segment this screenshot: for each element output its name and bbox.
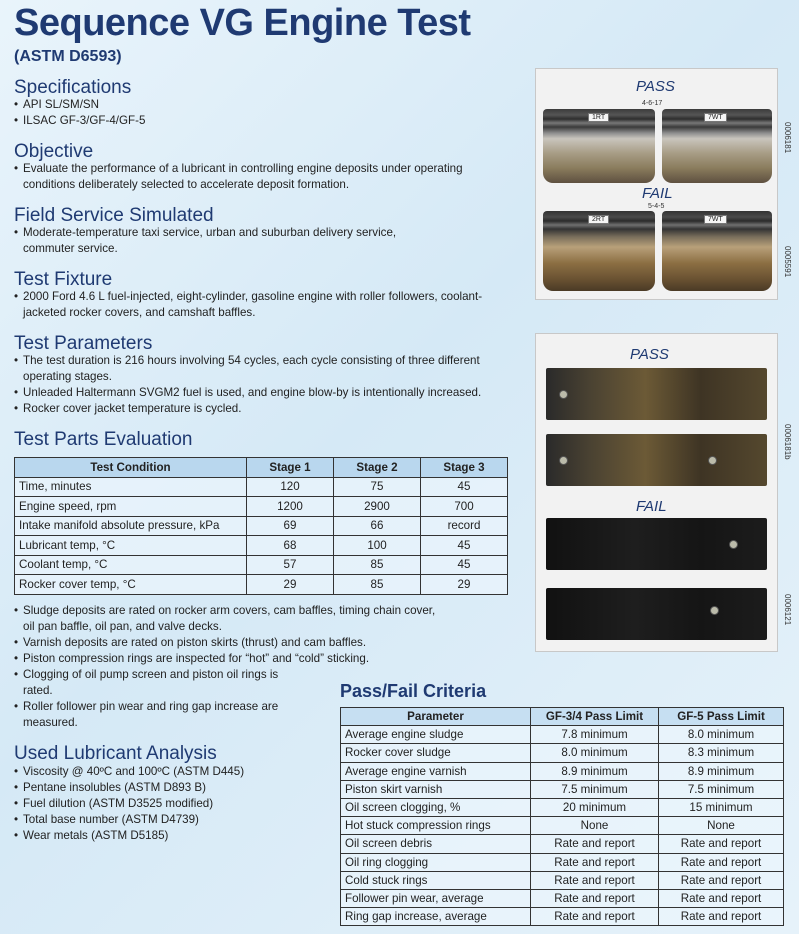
test-fixture-heading: Test Fixture: [14, 269, 113, 290]
table-cell: Rate and report: [659, 835, 784, 853]
table-row: [15, 516, 508, 536]
column-header: Stage 3: [421, 458, 508, 478]
table-row: [341, 817, 784, 835]
table-row: [15, 497, 508, 517]
table-cell: 100: [334, 536, 421, 556]
table-row: [341, 889, 784, 907]
table-cell: Ring gap increase, average: [341, 908, 531, 926]
table-cell: Rate and report: [531, 889, 659, 907]
table-cell: 29: [247, 575, 334, 595]
piston-pass-label: PASS: [636, 78, 675, 95]
table-cell: None: [531, 817, 659, 835]
piston-fail-date: 5-4-5: [648, 203, 665, 210]
field-service-heading: Field Service Simulated: [14, 205, 214, 226]
list-item: • Unleaded Haltermann SVGM2 fuel is used, and engine blow-by is intentionally increased.: [14, 385, 526, 401]
table-cell: Oil screen clogging, %: [341, 798, 531, 816]
table-cell: Oil ring clogging: [341, 853, 531, 871]
table-cell: 68: [247, 536, 334, 556]
table-cell: 8.9 minimum: [659, 762, 784, 780]
table-cell: Rate and report: [659, 871, 784, 889]
list-item: • Moderate-temperature taxi service, urban and suburban delivery service, commuter service.: [14, 225, 444, 257]
strip-hole: [559, 390, 568, 399]
column-header: GF-5 Pass Limit: [659, 708, 784, 726]
table-cell: 7.5 minimum: [659, 780, 784, 798]
piston-tag: 1RT: [588, 113, 609, 122]
specifications-heading: Specifications: [14, 77, 132, 98]
table-row: [341, 780, 784, 798]
table-cell: 45: [421, 477, 508, 497]
table-row: [341, 726, 784, 744]
strip-hole: [710, 606, 719, 615]
table-cell: 8.0 minimum: [531, 744, 659, 762]
table-row: [341, 798, 784, 816]
objective-heading: Objective: [14, 141, 94, 162]
column-header: Stage 1: [247, 458, 334, 478]
table-cell: Cold stuck rings: [341, 871, 531, 889]
table-cell: 75: [334, 477, 421, 497]
table-cell: 8.0 minimum: [659, 726, 784, 744]
table-cell: Rate and report: [531, 835, 659, 853]
list-item: • Clogging of oil pump screen and piston oil rings is rated.: [14, 667, 284, 699]
list-item: • Total base number (ASTM D4739): [14, 812, 334, 828]
strip-hole: [729, 540, 738, 549]
table-cell: Average engine varnish: [341, 762, 531, 780]
list-item: • Roller follower pin wear and ring gap increase are measured.: [14, 699, 284, 731]
test-fixture-list: [14, 289, 524, 321]
table-cell: Coolant temp, °C: [15, 555, 247, 575]
table-cell: Average engine sludge: [341, 726, 531, 744]
table-cell: 7.8 minimum: [531, 726, 659, 744]
table-cell: Rate and report: [659, 853, 784, 871]
table-cell: Rate and report: [659, 889, 784, 907]
column-header: Test Condition: [15, 458, 247, 478]
table-header-row: [341, 708, 784, 726]
table-row: [341, 835, 784, 853]
table-cell: Lubricant temp, °C: [15, 536, 247, 556]
table-cell: 7.5 minimum: [531, 780, 659, 798]
list-item: • Pentane insolubles (ASTM D893 B): [14, 780, 334, 796]
table-cell: 700: [421, 497, 508, 517]
table-cell: 1200: [247, 497, 334, 517]
table-cell: 8.3 minimum: [659, 744, 784, 762]
table-cell: 20 minimum: [531, 798, 659, 816]
table-cell: 45: [421, 555, 508, 575]
table-row: [341, 908, 784, 926]
column-header: Stage 2: [334, 458, 421, 478]
evaluation-table: [14, 457, 508, 595]
table-cell: None: [659, 817, 784, 835]
table-cell: Oil screen debris: [341, 835, 531, 853]
table-cell: Piston skirt varnish: [341, 780, 531, 798]
evaluation-heading: Test Parts Evaluation: [14, 429, 193, 450]
list-item: • Fuel dilution (ASTM D3525 modified): [14, 796, 334, 812]
list-item: • Evaluate the performance of a lubricant in controlling engine deposits under operating conditions deliberately selected to accelerate deposit formation.: [14, 161, 514, 193]
strip-hole: [559, 456, 568, 465]
piston-fail-label: FAIL: [642, 185, 673, 202]
table-cell: 29: [421, 575, 508, 595]
list-item: • ILSAC GF-3/GF-4/GF-5: [14, 113, 514, 129]
list-item: • The test duration is 216 hours involving 54 cycles, each cycle consisting of three different operating stages.: [14, 353, 526, 385]
table-cell: Engine speed, rpm: [15, 497, 247, 517]
list-item: • Piston compression rings are inspected for “hot” and “cold” sticking.: [14, 651, 444, 667]
criteria-heading: Pass/Fail Criteria: [340, 681, 487, 701]
table-cell: Intake manifold absolute pressure, kPa: [15, 516, 247, 536]
column-header: Parameter: [341, 708, 531, 726]
table-cell: 66: [334, 516, 421, 536]
strip-photo: [535, 333, 778, 652]
specifications-list: [14, 97, 514, 129]
table-cell: Rate and report: [659, 908, 784, 926]
table-row: [15, 555, 508, 575]
table-cell: 69: [247, 516, 334, 536]
table-row: [15, 575, 508, 595]
piston-photo: [535, 68, 778, 300]
table-cell: 57: [247, 555, 334, 575]
strip-fail-label: FAIL: [636, 498, 667, 515]
table-cell: 45: [421, 536, 508, 556]
objective-list: [14, 161, 514, 193]
table-cell: Rocker cover sludge: [341, 744, 531, 762]
table-cell: Rate and report: [531, 908, 659, 926]
list-item: • Rocker cover jacket temperature is cycled.: [14, 401, 526, 417]
strip-fail-2: [546, 588, 767, 640]
piston-tag: 2RT: [588, 215, 609, 224]
table-row: [341, 871, 784, 889]
table-cell: Rocker cover temp, °C: [15, 575, 247, 595]
table-row: [341, 762, 784, 780]
photo-code: 0006121: [783, 594, 792, 626]
strip-pass-1: [546, 368, 767, 420]
list-item: • 2000 Ford 4.6 L fuel-injected, eight-cylinder, gasoline engine with roller followers, coolant-jacketed rocker covers, and camshaft baffles.: [14, 289, 524, 321]
strip-pass-2: [546, 434, 767, 486]
table-header-row: [15, 458, 508, 478]
list-item: • Wear metals (ASTM D5185): [14, 828, 334, 844]
table-row: [341, 853, 784, 871]
table-cell: Hot stuck compression rings: [341, 817, 531, 835]
table-cell: Time, minutes: [15, 477, 247, 497]
list-item: • Viscosity @ 40ºC and 100ºC (ASTM D445): [14, 764, 334, 780]
table-cell: record: [421, 516, 508, 536]
page-subtitle: (ASTM D6593): [14, 48, 122, 65]
photo-code: 0006181b: [783, 424, 792, 460]
criteria-table: [340, 707, 784, 926]
table-cell: 15 minimum: [659, 798, 784, 816]
list-item: • Varnish deposits are rated on piston skirts (thrust) and cam baffles.: [14, 635, 444, 651]
test-parameters-heading: Test Parameters: [14, 333, 153, 354]
piston-tag: 7WT: [704, 215, 727, 224]
table-cell: 85: [334, 575, 421, 595]
table-cell: 120: [247, 477, 334, 497]
table-cell: 85: [334, 555, 421, 575]
column-header: GF-3/4 Pass Limit: [531, 708, 659, 726]
table-cell: Rate and report: [531, 853, 659, 871]
field-service-list: [14, 225, 444, 257]
list-item: • API SL/SM/SN: [14, 97, 514, 113]
strip-hole: [708, 456, 717, 465]
used-lubricant-heading: Used Lubricant Analysis: [14, 743, 217, 764]
table-cell: 8.9 minimum: [531, 762, 659, 780]
piston-pass-date: 4-6-17: [642, 100, 663, 107]
strip-pass-label: PASS: [630, 346, 669, 363]
test-parameters-list: [14, 353, 526, 417]
used-lubricant-list: [14, 764, 334, 844]
list-item: • Sludge deposits are rated on rocker arm covers, cam baffles, timing chain cover, oil pan baffle, oil pan, and valve decks.: [14, 603, 444, 635]
photo-code: 0005591: [783, 246, 792, 278]
evaluation-notes-top: [14, 603, 444, 667]
table-cell: Rate and report: [531, 871, 659, 889]
table-row: [15, 536, 508, 556]
evaluation-notes-bottom: [14, 667, 284, 731]
page-title: Sequence VG Engine Test: [14, 2, 471, 44]
table-cell: 2900: [334, 497, 421, 517]
table-cell: Follower pin wear, average: [341, 889, 531, 907]
photo-code: 0006181: [783, 122, 792, 154]
table-row: [15, 477, 508, 497]
table-row: [341, 744, 784, 762]
piston-tag: 7WT: [704, 113, 727, 122]
